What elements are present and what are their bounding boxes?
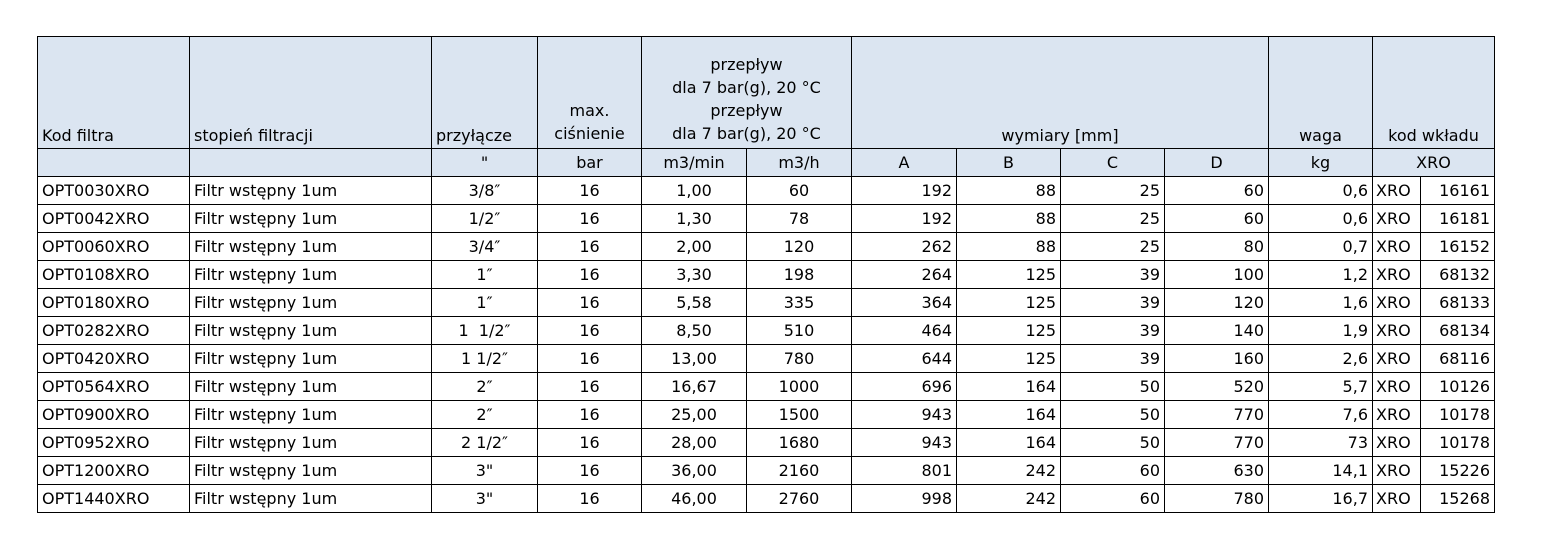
cell-wklad-typ: XRO [1373, 233, 1421, 261]
cell-dim-d: 80 [1165, 233, 1269, 261]
cell-przylacze: 2″ [432, 401, 538, 429]
cell-stopien: Filtr wstępny 1um [190, 289, 432, 317]
cell-waga: 0,6 [1269, 177, 1373, 205]
cell-m3min: 28,00 [642, 429, 747, 457]
unit-m3h: m3/h [747, 149, 852, 177]
cell-cisnienie: 16 [538, 429, 642, 457]
header-waga: waga [1269, 37, 1373, 149]
cell-przylacze: 3" [432, 485, 538, 513]
cell-wklad-nr: 10178 [1421, 429, 1495, 457]
cell-m3h: 60 [747, 177, 852, 205]
cell-m3h: 1680 [747, 429, 852, 457]
cell-wklad-typ: XRO [1373, 485, 1421, 513]
cell-m3h: 2160 [747, 457, 852, 485]
cell-cisnienie: 16 [538, 401, 642, 429]
cell-cisnienie: 16 [538, 317, 642, 345]
cell-przylacze: 1″ [432, 289, 538, 317]
cell-przylacze: 3" [432, 457, 538, 485]
cell-wklad-nr: 68133 [1421, 289, 1495, 317]
cell-dim-a: 943 [852, 429, 957, 457]
header-kod-filtra: Kod filtra [38, 37, 190, 149]
filter-spec-table [37, 36, 1495, 513]
header-wymiary: wymiary [mm] [852, 37, 1269, 149]
cell-wklad-typ: XRO [1373, 457, 1421, 485]
unit-m3min: m3/min [642, 149, 747, 177]
cell-przylacze: 2″ [432, 373, 538, 401]
cell-dim-b: 88 [957, 233, 1061, 261]
unit-przylacze: " [432, 149, 538, 177]
cell-waga: 5,7 [1269, 373, 1373, 401]
table-row [38, 373, 1495, 401]
cell-stopien: Filtr wstępny 1um [190, 457, 432, 485]
cell-cisnienie: 16 [538, 485, 642, 513]
cell-kod: OPT0564XRO [38, 373, 190, 401]
cell-dim-c: 25 [1061, 233, 1165, 261]
cell-waga: 0,7 [1269, 233, 1373, 261]
cell-dim-b: 88 [957, 177, 1061, 205]
cell-dim-c: 39 [1061, 317, 1165, 345]
unit-dim-d: D [1165, 149, 1269, 177]
cell-dim-d: 780 [1165, 485, 1269, 513]
cell-dim-d: 60 [1165, 177, 1269, 205]
cell-dim-c: 25 [1061, 205, 1165, 233]
cell-wklad-nr: 16181 [1421, 205, 1495, 233]
cell-kod: OPT0900XRO [38, 401, 190, 429]
cell-cisnienie: 16 [538, 289, 642, 317]
cell-wklad-nr: 10126 [1421, 373, 1495, 401]
cell-cisnienie: 16 [538, 261, 642, 289]
cell-wklad-nr: 68134 [1421, 317, 1495, 345]
cell-kod: OPT0952XRO [38, 429, 190, 457]
cell-dim-b: 242 [957, 457, 1061, 485]
cell-dim-b: 88 [957, 205, 1061, 233]
header-kod-wkladu: kod wkładu [1373, 37, 1495, 149]
cell-przylacze: 3/8″ [432, 177, 538, 205]
cell-m3min: 1,00 [642, 177, 747, 205]
cell-dim-a: 192 [852, 205, 957, 233]
cell-m3h: 198 [747, 261, 852, 289]
cell-dim-b: 164 [957, 373, 1061, 401]
cell-dim-a: 464 [852, 317, 957, 345]
unit-stopien-empty [190, 149, 432, 177]
cell-stopien: Filtr wstępny 1um [190, 233, 432, 261]
cell-waga: 7,6 [1269, 401, 1373, 429]
cell-dim-b: 164 [957, 429, 1061, 457]
unit-dim-a: A [852, 149, 957, 177]
cell-cisnienie: 16 [538, 205, 642, 233]
cell-m3h: 78 [747, 205, 852, 233]
cell-dim-a: 644 [852, 345, 957, 373]
cell-m3h: 510 [747, 317, 852, 345]
cell-stopien: Filtr wstępny 1um [190, 317, 432, 345]
cell-przylacze: 1 1/2″ [432, 345, 538, 373]
cell-dim-d: 140 [1165, 317, 1269, 345]
cell-stopien: Filtr wstępny 1um [190, 429, 432, 457]
cell-cisnienie: 16 [538, 177, 642, 205]
cell-waga: 2,6 [1269, 345, 1373, 373]
cell-cisnienie: 16 [538, 373, 642, 401]
cell-dim-c: 25 [1061, 177, 1165, 205]
unit-dim-b: B [957, 149, 1061, 177]
cell-przylacze: 1/2″ [432, 205, 538, 233]
cell-stopien: Filtr wstępny 1um [190, 485, 432, 513]
cell-stopien: Filtr wstępny 1um [190, 373, 432, 401]
cell-stopien: Filtr wstępny 1um [190, 177, 432, 205]
cell-wklad-nr: 16152 [1421, 233, 1495, 261]
table-row [38, 205, 1495, 233]
cell-wklad-nr: 68116 [1421, 345, 1495, 373]
table-row [38, 429, 1495, 457]
cell-dim-d: 770 [1165, 401, 1269, 429]
cell-kod: OPT1200XRO [38, 457, 190, 485]
cell-m3min: 1,30 [642, 205, 747, 233]
cell-kod: OPT0042XRO [38, 205, 190, 233]
cell-dim-d: 770 [1165, 429, 1269, 457]
cell-m3h: 1500 [747, 401, 852, 429]
cell-dim-d: 120 [1165, 289, 1269, 317]
header-przylacze: przyłącze [432, 37, 538, 149]
cell-kod: OPT0180XRO [38, 289, 190, 317]
unit-dim-c: C [1061, 149, 1165, 177]
cell-dim-c: 39 [1061, 345, 1165, 373]
cell-m3h: 120 [747, 233, 852, 261]
cell-m3min: 25,00 [642, 401, 747, 429]
table-row [38, 261, 1495, 289]
cell-dim-b: 125 [957, 345, 1061, 373]
header-przeplyw-line4: dla 7 bar(g), 20 °C [672, 124, 821, 143]
cell-stopien: Filtr wstępny 1um [190, 261, 432, 289]
cell-dim-c: 50 [1061, 373, 1165, 401]
cell-wklad-typ: XRO [1373, 401, 1421, 429]
cell-przylacze: 2 1/2″ [432, 429, 538, 457]
cell-przylacze: 1″ [432, 261, 538, 289]
cell-m3min: 36,00 [642, 457, 747, 485]
cell-waga: 14,1 [1269, 457, 1373, 485]
header-stopien-filtracji: stopień filtracji [190, 37, 432, 149]
cell-dim-c: 50 [1061, 429, 1165, 457]
table-row [38, 233, 1495, 261]
cell-wklad-nr: 16161 [1421, 177, 1495, 205]
cell-waga: 0,6 [1269, 205, 1373, 233]
header-row-main [38, 37, 1495, 149]
cell-m3min: 46,00 [642, 485, 747, 513]
unit-wklad: XRO [1373, 149, 1495, 177]
cell-kod: OPT1440XRO [38, 485, 190, 513]
cell-m3min: 3,30 [642, 261, 747, 289]
cell-wklad-typ: XRO [1373, 177, 1421, 205]
cell-wklad-typ: XRO [1373, 317, 1421, 345]
cell-dim-d: 60 [1165, 205, 1269, 233]
header-cisnienie-line2: ciśnienie [554, 124, 625, 143]
cell-dim-a: 264 [852, 261, 957, 289]
cell-dim-c: 50 [1061, 401, 1165, 429]
cell-dim-b: 125 [957, 289, 1061, 317]
cell-cisnienie: 16 [538, 457, 642, 485]
cell-dim-a: 364 [852, 289, 957, 317]
table-row [38, 485, 1495, 513]
cell-dim-c: 39 [1061, 261, 1165, 289]
table-row [38, 457, 1495, 485]
cell-stopien: Filtr wstępny 1um [190, 205, 432, 233]
cell-waga: 1,6 [1269, 289, 1373, 317]
cell-dim-a: 943 [852, 401, 957, 429]
cell-stopien: Filtr wstępny 1um [190, 345, 432, 373]
unit-waga: kg [1269, 149, 1373, 177]
cell-dim-a: 696 [852, 373, 957, 401]
table-row [38, 345, 1495, 373]
cell-dim-a: 192 [852, 177, 957, 205]
header-przeplyw-line2: dla 7 bar(g), 20 °C [672, 78, 821, 97]
cell-kod: OPT0420XRO [38, 345, 190, 373]
cell-wklad-typ: XRO [1373, 429, 1421, 457]
cell-dim-b: 164 [957, 401, 1061, 429]
cell-m3h: 2760 [747, 485, 852, 513]
cell-wklad-nr: 68132 [1421, 261, 1495, 289]
cell-m3h: 1000 [747, 373, 852, 401]
cell-dim-c: 60 [1061, 457, 1165, 485]
header-przeplyw-line3: przepływ [710, 101, 783, 120]
cell-wklad-typ: XRO [1373, 261, 1421, 289]
cell-przylacze: 3/4″ [432, 233, 538, 261]
cell-dim-d: 520 [1165, 373, 1269, 401]
cell-dim-d: 630 [1165, 457, 1269, 485]
table-row [38, 317, 1495, 345]
cell-dim-d: 100 [1165, 261, 1269, 289]
table-row [38, 401, 1495, 429]
cell-dim-a: 262 [852, 233, 957, 261]
cell-kod: OPT0282XRO [38, 317, 190, 345]
unit-kod-empty [38, 149, 190, 177]
cell-kod: OPT0108XRO [38, 261, 190, 289]
cell-m3min: 16,67 [642, 373, 747, 401]
cell-dim-b: 242 [957, 485, 1061, 513]
cell-dim-d: 160 [1165, 345, 1269, 373]
header-row-units [38, 149, 1495, 177]
cell-m3h: 335 [747, 289, 852, 317]
header-cisnienie [538, 37, 642, 149]
cell-m3min: 13,00 [642, 345, 747, 373]
cell-wklad-typ: XRO [1373, 345, 1421, 373]
table-row [38, 177, 1495, 205]
cell-dim-a: 801 [852, 457, 957, 485]
cell-m3min: 2,00 [642, 233, 747, 261]
cell-dim-b: 125 [957, 261, 1061, 289]
cell-waga: 1,9 [1269, 317, 1373, 345]
cell-m3min: 8,50 [642, 317, 747, 345]
cell-wklad-typ: XRO [1373, 289, 1421, 317]
cell-wklad-typ: XRO [1373, 373, 1421, 401]
cell-m3h: 780 [747, 345, 852, 373]
cell-wklad-nr: 10178 [1421, 401, 1495, 429]
cell-wklad-typ: XRO [1373, 205, 1421, 233]
cell-waga: 73 [1269, 429, 1373, 457]
cell-waga: 16,7 [1269, 485, 1373, 513]
table-row [38, 289, 1495, 317]
cell-dim-a: 998 [852, 485, 957, 513]
cell-cisnienie: 16 [538, 345, 642, 373]
cell-kod: OPT0030XRO [38, 177, 190, 205]
cell-przylacze: 1 1/2″ [432, 317, 538, 345]
cell-waga: 1,2 [1269, 261, 1373, 289]
header-przeplyw [642, 37, 852, 149]
cell-kod: OPT0060XRO [38, 233, 190, 261]
header-przeplyw-line1: przepływ [710, 55, 783, 74]
cell-dim-c: 60 [1061, 485, 1165, 513]
cell-m3min: 5,58 [642, 289, 747, 317]
cell-wklad-nr: 15268 [1421, 485, 1495, 513]
cell-dim-b: 125 [957, 317, 1061, 345]
unit-cisnienie: bar [538, 149, 642, 177]
header-cisnienie-line1: max. [569, 101, 610, 120]
cell-dim-c: 39 [1061, 289, 1165, 317]
cell-stopien: Filtr wstępny 1um [190, 401, 432, 429]
cell-wklad-nr: 15226 [1421, 457, 1495, 485]
cell-cisnienie: 16 [538, 233, 642, 261]
